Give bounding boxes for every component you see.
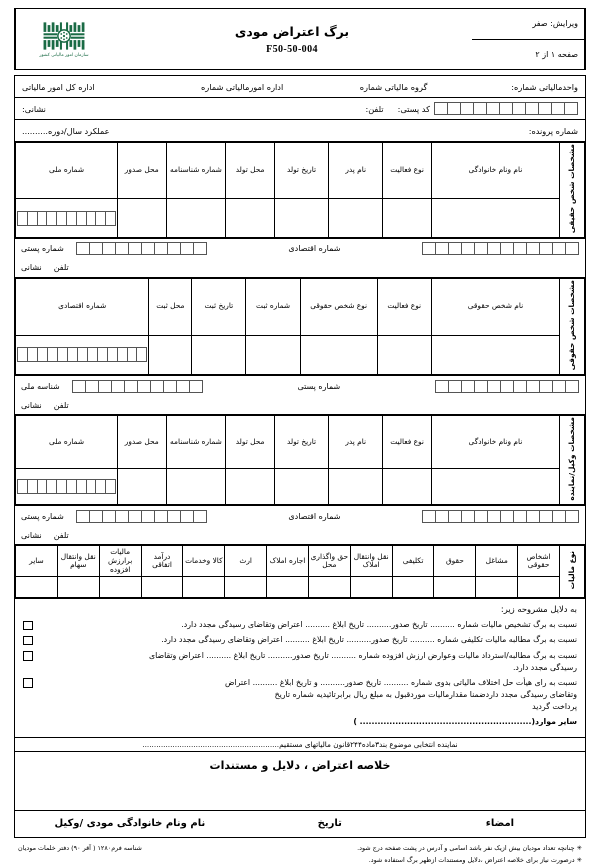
legal-person-table bbox=[15, 278, 585, 375]
footer-form-id: شناسه فرم۱۲۸۰ ( آقر ۹۰) دفتر خلمات مودیان bbox=[18, 843, 142, 852]
col-legal-entities: اشخاص حقوقی bbox=[518, 546, 560, 577]
legal-postal-label: شماره پستی bbox=[297, 381, 341, 391]
col-rep-fullname: نام ونام خانوادگی bbox=[431, 416, 559, 469]
postal-code-boxes[interactable] bbox=[434, 102, 578, 115]
representative-block bbox=[14, 415, 586, 545]
reason-item-1[interactable] bbox=[23, 619, 577, 631]
rep-economic-label: شماره اقتصادی bbox=[288, 511, 341, 521]
val-inheritance[interactable] bbox=[225, 577, 267, 598]
legal-national-id-boxes[interactable] bbox=[72, 380, 203, 393]
val-registration-number[interactable] bbox=[246, 335, 300, 374]
legal-postal-boxes[interactable] bbox=[435, 380, 579, 393]
natural-person-side-label: مشخصات شخص حقیقی bbox=[560, 143, 585, 238]
reason-text-4-main: نسبت به رای هیأت حل اختلاف مالیاتی بدوی شماره .......... تاریخ صدور.......... و تاریخ ابلاغ .......... اعتراض bbox=[225, 677, 577, 687]
val-father-name[interactable] bbox=[329, 199, 383, 238]
header-meta bbox=[472, 9, 585, 69]
col-legal-activity-type: نوع فعالیت bbox=[377, 278, 431, 335]
rep-phone-label[interactable]: تلفن bbox=[53, 530, 69, 540]
representative-note-line[interactable]: نماینده انتخابی موضوع بند۳ماده۲۴۴قانون مالیاتهای مستقیم........................................................... bbox=[14, 738, 586, 752]
postal-number-label: شماره پستی bbox=[21, 244, 64, 254]
economic-number-boxes[interactable] bbox=[17, 347, 147, 362]
val-economic-number[interactable] bbox=[16, 335, 149, 374]
logo-container bbox=[15, 9, 112, 69]
other-cases-label: سایر موارد( bbox=[531, 716, 577, 726]
national-id-boxes[interactable] bbox=[17, 211, 116, 226]
col-share-transfer: نقل وانتقال سهام bbox=[57, 546, 99, 577]
reason-checkbox-2[interactable] bbox=[23, 636, 33, 646]
col-goodwill-transfer: حق واگذاری محل bbox=[308, 546, 350, 577]
signature-date-field[interactable]: تاریخ bbox=[317, 818, 342, 830]
col-activity-type: نوع فعالیت bbox=[383, 143, 432, 199]
col-rep-father-name: نام پدر bbox=[329, 416, 383, 469]
val-property-rent[interactable] bbox=[267, 577, 309, 598]
reason-text-3-main: نسبت به برگ مطالبه/استرداد مالیات وعوارض ارزش افزوده شماره .......... تاریخ صدور.......... تاریخ ابلاغ .......... اعتراض وتقاضای bbox=[148, 650, 577, 660]
other-cases-dots[interactable]: .......................................................... ) bbox=[353, 716, 532, 726]
val-rep-issue-place[interactable] bbox=[117, 468, 166, 504]
col-rep-activity-type: نوع فعالیت bbox=[383, 416, 432, 469]
rep-postal-group[interactable] bbox=[70, 510, 213, 523]
table-header-row bbox=[16, 278, 585, 335]
office-row-2 bbox=[15, 98, 585, 120]
economic-number-group[interactable] bbox=[416, 242, 585, 255]
form-header bbox=[14, 8, 586, 70]
val-legal-name[interactable] bbox=[431, 335, 559, 374]
office-row-1 bbox=[15, 76, 585, 98]
val-national-id[interactable] bbox=[16, 199, 118, 238]
office-row-3 bbox=[15, 120, 585, 141]
col-father-name: نام پدر bbox=[329, 143, 383, 199]
table-value-row bbox=[16, 468, 585, 504]
val-incidental-income[interactable] bbox=[141, 577, 183, 598]
table-value-row bbox=[16, 335, 585, 374]
val-legal-person-type[interactable] bbox=[300, 335, 377, 374]
col-property-rent: اجاره املاک bbox=[267, 546, 309, 577]
col-registration-place: محل ثبت bbox=[149, 278, 192, 335]
col-economic-number: شماره اقتصادی bbox=[16, 278, 149, 335]
col-rep-birth-place: محل تولد bbox=[226, 416, 275, 469]
table-value-row bbox=[16, 199, 585, 238]
signature-bar bbox=[14, 811, 586, 838]
col-legal-name: نام شخص حقوقی bbox=[431, 278, 559, 335]
summary-title: خلاصه اعتراض ، دلایل و مستندات bbox=[209, 758, 391, 772]
col-businesses: مشاغل bbox=[476, 546, 518, 577]
address-field[interactable]: نشانی: bbox=[22, 103, 46, 114]
reason-checkbox-4[interactable] bbox=[23, 678, 33, 688]
val-legal-activity-type[interactable] bbox=[377, 335, 431, 374]
col-withholding: تکلیفی bbox=[392, 546, 434, 577]
representative-address-row bbox=[15, 526, 585, 544]
val-goodwill-transfer[interactable] bbox=[308, 577, 350, 598]
col-rep-birth-date: تاریخ تولد bbox=[274, 416, 328, 469]
rep-national-id-boxes[interactable] bbox=[17, 479, 116, 494]
other-cases-text bbox=[23, 716, 577, 728]
page-title: برگ اعتراض مودی bbox=[234, 23, 350, 39]
reason-checkbox-1[interactable] bbox=[23, 621, 33, 631]
tax-type-side-label: نوع مالیات bbox=[560, 546, 585, 598]
val-share-transfer[interactable] bbox=[57, 577, 99, 598]
col-birth-place: محل تولد bbox=[226, 143, 275, 199]
tax-type-block bbox=[14, 545, 586, 599]
col-registration-date: تاریخ ثبت bbox=[192, 278, 246, 335]
col-registration-number: شماره ثبت bbox=[246, 278, 300, 335]
rep-economic-boxes[interactable] bbox=[422, 510, 579, 523]
footer-notes bbox=[14, 838, 586, 867]
phone-field[interactable]: تلفن: bbox=[365, 103, 384, 114]
summary-section[interactable] bbox=[14, 752, 586, 811]
col-legal-person-type: نوع شخص حقوقی bbox=[300, 278, 377, 335]
header-title-block bbox=[112, 9, 472, 69]
economic-number-label: شماره اقتصادی bbox=[288, 244, 341, 254]
tax-type-table bbox=[15, 545, 585, 598]
table-header-row bbox=[16, 416, 585, 469]
representative-side-label: مشخصات وکیل/نماینده bbox=[560, 416, 585, 505]
natural-person-block bbox=[14, 142, 586, 278]
legal-person-codes-row bbox=[15, 375, 585, 396]
rep-postal-boxes[interactable] bbox=[76, 510, 207, 523]
reason-text-4-cont: وتقاضای رسیدگی مجدد داردضمنا مقدارمالیات موردقبول به مبلغ ریال برابرتائیدیه شماره تاریخ bbox=[274, 689, 577, 699]
val-id-number[interactable] bbox=[166, 199, 226, 238]
val-rep-birth-place[interactable] bbox=[226, 468, 275, 504]
col-property-transfer: نقل وانتقال املاک bbox=[350, 546, 392, 577]
col-rep-issue-place: محل صدور bbox=[117, 416, 166, 469]
reasons-section bbox=[14, 599, 586, 738]
col-salary: حقوق bbox=[434, 546, 476, 577]
natural-phone-label[interactable]: تلفن bbox=[53, 263, 69, 273]
page-number-label: صفحه ۱ از ۲ bbox=[535, 49, 578, 59]
val-fullname[interactable] bbox=[431, 199, 559, 238]
rep-economic-group[interactable] bbox=[416, 510, 585, 523]
legal-phone-label[interactable]: تلفن bbox=[53, 400, 69, 410]
val-rep-id-number[interactable] bbox=[166, 468, 226, 504]
col-value-added-tax: مالیات برارزش افزوده bbox=[99, 546, 141, 577]
val-withholding[interactable] bbox=[392, 577, 434, 598]
period-field[interactable]: عملکرد سال/دوره.......... bbox=[22, 125, 110, 136]
val-birth-date[interactable] bbox=[274, 199, 328, 238]
logo-caption: سازمان امور مالیاتی کشور bbox=[39, 52, 89, 58]
val-businesses[interactable] bbox=[476, 577, 518, 598]
val-rep-father-name[interactable] bbox=[329, 468, 383, 504]
form-code: F50-50-004 bbox=[266, 43, 318, 55]
other-cases-row[interactable] bbox=[23, 716, 577, 728]
val-value-added-tax[interactable] bbox=[99, 577, 141, 598]
val-property-transfer[interactable] bbox=[350, 577, 392, 598]
reason-text-4 bbox=[37, 677, 578, 713]
postal-code-group[interactable] bbox=[391, 102, 585, 115]
tax-administration-logo-icon bbox=[42, 21, 86, 51]
col-fullname: نام ونام خانوادگی bbox=[431, 143, 559, 199]
natural-person-table bbox=[15, 142, 585, 238]
reason-item-2[interactable] bbox=[23, 634, 577, 646]
val-birth-place[interactable] bbox=[226, 199, 275, 238]
edition-label: ویرایش: صفر bbox=[472, 9, 584, 40]
reason-checkbox-3[interactable] bbox=[23, 651, 33, 661]
file-number-field[interactable]: شماره پرونده: bbox=[528, 125, 578, 136]
reasons-title: به دلایل مشروحه زیر: bbox=[500, 604, 577, 615]
col-goods-services: کالا وخدمات bbox=[183, 546, 225, 577]
office-band bbox=[14, 75, 586, 142]
postal-number-boxes[interactable] bbox=[76, 242, 207, 255]
reason-text-2: نسبت به برگ مطالبه مالیات تکلیفی شماره .......... تاریخ صدور.......... تاریخ ابلاغ .......... اعتراض وتقاضای رسیدگی مجدد دارد. bbox=[161, 635, 577, 645]
economic-number-boxes[interactable] bbox=[422, 242, 579, 255]
table-header-row bbox=[16, 143, 585, 199]
footer-note-1: ✳ چنانچه تعداد مودیان بیش ازیک نفر باشد اسامی و آدرس در پشت صفحه درج شود. bbox=[357, 843, 582, 852]
val-legal-entities[interactable] bbox=[518, 577, 560, 598]
legal-address-label[interactable]: نشانی bbox=[21, 400, 42, 410]
col-inheritance: ارث bbox=[225, 546, 267, 577]
col-id-number: شماره شناسنامه bbox=[166, 143, 226, 199]
val-activity-type[interactable] bbox=[383, 199, 432, 238]
val-rep-activity-type[interactable] bbox=[383, 468, 432, 504]
general-dept-field[interactable]: اداره کل امور مالیاتی bbox=[22, 81, 95, 92]
val-rep-fullname[interactable] bbox=[431, 468, 559, 504]
col-other: سایر bbox=[16, 546, 58, 577]
col-national-id: شماره ملی bbox=[16, 143, 118, 199]
legal-postal-group[interactable] bbox=[429, 380, 585, 393]
affairs-office-field[interactable]: اداره امورمالیاتی شماره bbox=[200, 81, 284, 92]
natural-person-codes-row bbox=[15, 238, 585, 259]
postal-code-label: کد پستی: bbox=[397, 103, 430, 114]
legal-person-address-row bbox=[15, 396, 585, 414]
reason-text-3-cont: رسیدگی مجدد دارد. bbox=[512, 662, 577, 672]
col-issue-place: محل صدور bbox=[117, 143, 166, 199]
val-rep-national-id[interactable] bbox=[16, 468, 118, 504]
col-rep-id-number: شماره شناسنامه bbox=[166, 416, 226, 469]
footer-note-2: ✳ درصورت نیاز برای خلاصه اعتراض ،دلایل ومستندات ازظهر برگ استفاده شود. bbox=[368, 855, 582, 864]
val-goods-services[interactable] bbox=[183, 577, 225, 598]
reason-item-4[interactable] bbox=[23, 677, 577, 713]
col-rep-national-id: شماره ملی bbox=[16, 416, 118, 469]
table-value-row bbox=[16, 577, 585, 598]
legal-person-block bbox=[14, 278, 586, 415]
val-other[interactable] bbox=[16, 577, 58, 598]
signature-field[interactable]: امضاء bbox=[485, 818, 515, 830]
legal-national-id-label: شناسه ملی bbox=[21, 381, 60, 391]
val-registration-place[interactable] bbox=[149, 335, 192, 374]
reason-paid-line: پرداخت گردید bbox=[532, 701, 577, 711]
postal-number-group[interactable] bbox=[70, 242, 213, 255]
natural-person-address-row bbox=[15, 259, 585, 277]
footer-note-row-2 bbox=[18, 855, 582, 867]
reason-text-1: نسبت به برگ تشخیص مالیات شماره .......... تاریخ صدور.......... تاریخ ابلاغ .......... اعتراض وتقاضای رسیدگی مجدد دارد. bbox=[181, 620, 577, 630]
tax-unit-field[interactable]: واحدمالیاتی شماره: bbox=[511, 81, 578, 92]
val-salary[interactable] bbox=[434, 577, 476, 598]
val-registration-date[interactable] bbox=[192, 335, 246, 374]
reason-text-3 bbox=[37, 650, 578, 674]
signature-name-field[interactable]: نام ونام خانوادگی مودی /وکیل bbox=[54, 818, 206, 830]
val-rep-birth-date[interactable] bbox=[274, 468, 328, 504]
legal-person-side-label: مشخصات شخص حقوقی bbox=[560, 278, 585, 374]
representative-table bbox=[15, 415, 585, 505]
table-header-row bbox=[16, 546, 585, 577]
legal-national-id-group[interactable] bbox=[66, 380, 209, 393]
col-incidental-income: درآمد اتفاقی bbox=[141, 546, 183, 577]
representative-codes-row bbox=[15, 505, 585, 526]
reason-item-3[interactable] bbox=[23, 650, 577, 674]
footer-note-row-1 bbox=[18, 843, 582, 855]
rep-address-label[interactable]: نشانی bbox=[21, 530, 42, 540]
val-issue-place[interactable] bbox=[117, 199, 166, 238]
col-birth-date: تاریخ تولد bbox=[274, 143, 328, 199]
rep-postal-label: شماره پستی bbox=[21, 511, 64, 521]
natural-address-label[interactable]: نشانی bbox=[21, 263, 42, 273]
tax-group-field[interactable]: گروه مالیاتی شماره bbox=[359, 81, 428, 92]
